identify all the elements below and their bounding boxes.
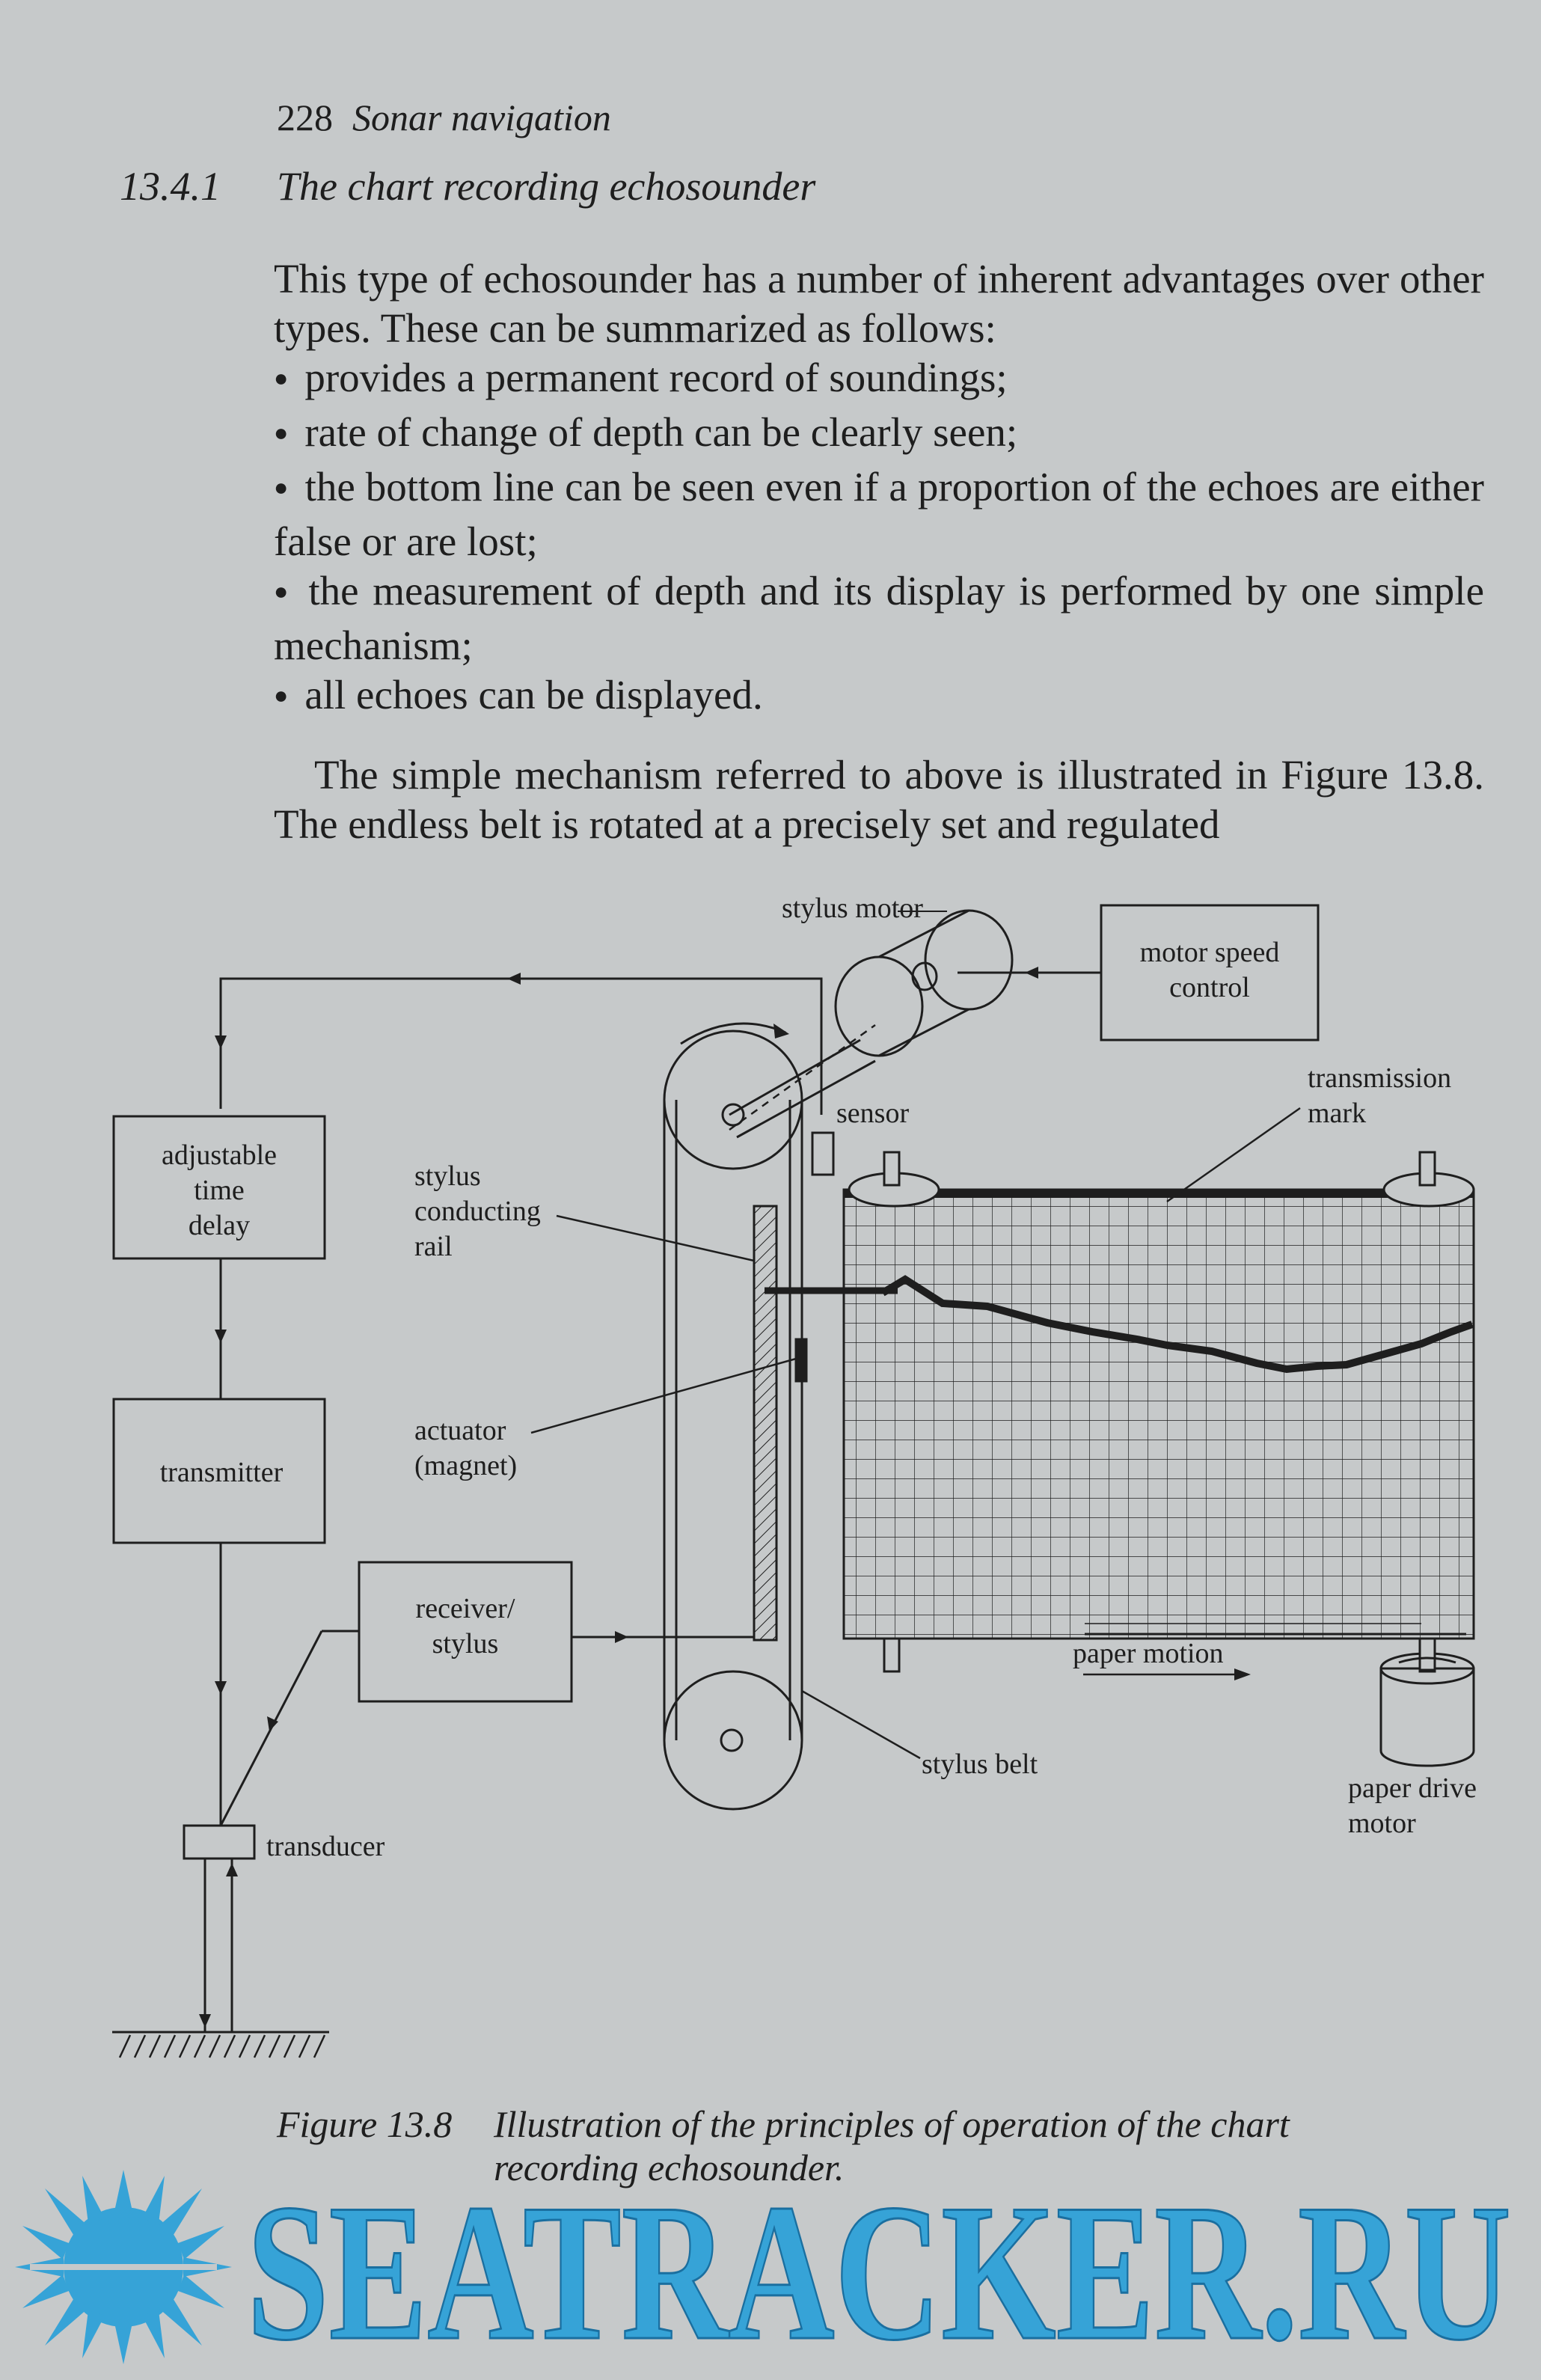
caption-text: Illustration of the principles of operation of the chart recording echosounder. (494, 2103, 1290, 2188)
chart-paper (844, 1190, 1474, 1639)
intro-paragraph: This type of echosounder has a number of inherent advantages over other types. These can be summarized as follows: (274, 256, 1484, 351)
label-transducer: transducer (266, 1831, 385, 1862)
label-paper-motion: paper motion (1073, 1638, 1224, 1669)
label-time-delay: delay (188, 1210, 251, 1241)
running-title: Sonar navigation (352, 97, 611, 138)
label-time-delay: time (194, 1175, 245, 1206)
label-receiver: stylus (432, 1628, 499, 1659)
transducer (184, 1826, 254, 1859)
watermark (0, 2155, 1541, 2379)
label-stylus-rail: conducting (414, 1196, 541, 1227)
label-paper-drive-motor: paper drive (1348, 1772, 1477, 1804)
bullet-item: ● provides a permanent record of soundings; (274, 353, 1484, 408)
section-title: The chart recording echosounder (277, 164, 816, 209)
label-time-delay: adjustable (161, 1139, 278, 1171)
label-stylus-rail: rail (414, 1231, 453, 1262)
label-actuator: actuator (414, 1415, 506, 1446)
label-actuator: (magnet) (414, 1450, 518, 1481)
body-text (274, 254, 1484, 849)
body-paragraph: The simple mechanism referred to above is illustrated in Figure 13.8. The endless belt is rotated at a precisely set and regulated (274, 752, 1484, 847)
label-stylus-belt: stylus belt (922, 1749, 1038, 1780)
bullet-item: ● the bottom line can be seen even if a proportion of the echoes are either false or are lost; (274, 462, 1484, 566)
stylus-belt-bottom-pulley (664, 1671, 802, 1809)
label-stylus-motor: stylus motor (782, 893, 923, 924)
actuator-magnet (796, 1339, 806, 1381)
section-heading (120, 163, 815, 209)
label-transmission-mark: transmission (1308, 1062, 1452, 1094)
sensor-feedback-line (221, 979, 821, 1115)
label-motor-speed-control: motor speed (1139, 937, 1280, 968)
page-number: 228 (277, 97, 333, 138)
label-paper-drive-motor: motor (1348, 1808, 1416, 1839)
label-stylus-rail: stylus (414, 1160, 481, 1192)
echosounder-diagram (0, 875, 1541, 2072)
bullet-item: ● all echoes can be displayed. (274, 670, 1484, 725)
label-sensor: sensor (836, 1098, 910, 1129)
bullet-item: ● the measurement of depth and its display is performed by one simple mechanism; (274, 566, 1484, 670)
stylus-conducting-rail (754, 1206, 776, 1640)
bullet-item: ● rate of change of depth can be clearly seen; (274, 408, 1484, 462)
caption-label: Figure 13.8 (277, 2103, 453, 2145)
label-motor-speed-control: control (1169, 972, 1250, 1003)
sensor (812, 1133, 833, 1175)
stylus-belt-top-pulley (664, 1031, 802, 1169)
label-transmitter: transmitter (159, 1457, 284, 1488)
section-number: 13.4.1 (120, 164, 221, 209)
running-header (277, 96, 611, 139)
watermark-text: SEATRACKER.RU (247, 2164, 1511, 2379)
label-transmission-mark: mark (1308, 1098, 1367, 1129)
label-receiver: receiver/ (415, 1593, 515, 1624)
